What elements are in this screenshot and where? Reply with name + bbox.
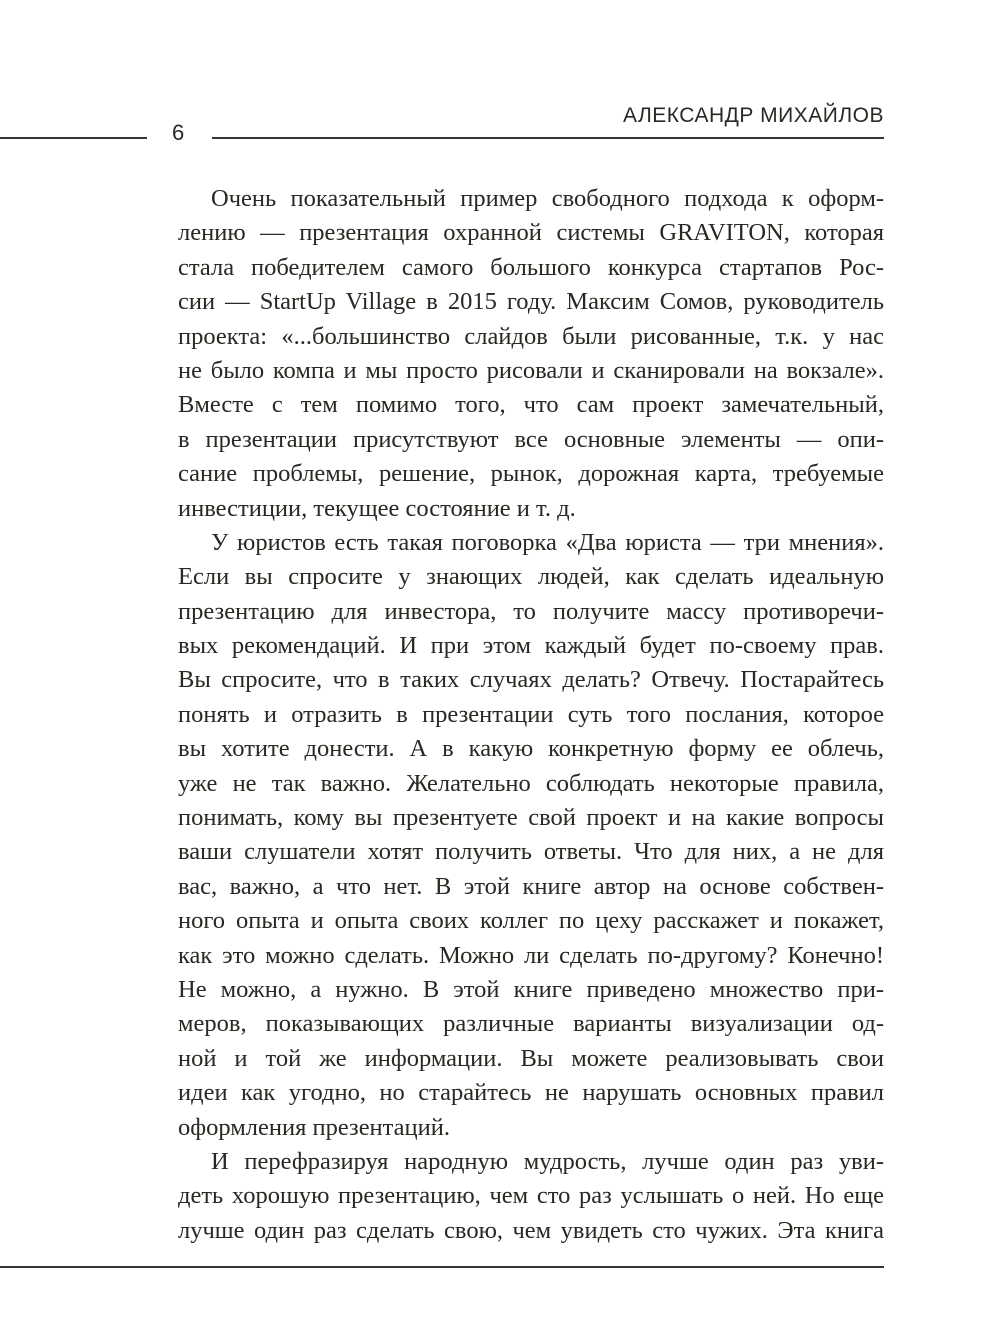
text-line: деть хорошую презентацию, чем сто раз услышать о ней. Но еще xyxy=(178,1182,884,1210)
text-line: Вы спросите, что в таких случаях делать? Отвечу. Постарайтесь xyxy=(178,666,884,694)
text-line: лучше один раз сделать свою, чем увидеть сто чужих. Эта книга xyxy=(178,1216,884,1244)
text-line: оформления презентаций. xyxy=(178,1113,451,1141)
text-line: инвестиции, текущее состояние и т. д. xyxy=(178,494,576,522)
page-number: 6 xyxy=(172,120,185,145)
running-header-author: АЛЕКСАНДР МИХАЙЛОВ xyxy=(622,104,884,127)
text-line: лению — презентация охранной системы GRAVITON, которая xyxy=(178,219,884,247)
body-text xyxy=(178,182,884,1248)
text-line: идеи как угодно, но старайтесь не нарушать основных правил xyxy=(178,1079,884,1107)
text-line: проекта: «...большинство слайдов были рисованные, т.к. у нас xyxy=(178,322,884,350)
text-line: сание проблемы, решение, рынок, дорожная карта, требуемые xyxy=(178,460,884,488)
text-line: У юристов есть такая поговорка «Два юриста — три мнения». xyxy=(211,528,884,556)
paragraph xyxy=(178,526,884,1145)
text-line: Не можно, а нужно. В этой книге приведено множество при- xyxy=(178,975,884,1003)
text-line: уже не так важно. Желательно соблюдать некоторые правила, xyxy=(178,769,884,797)
text-line: как это можно сделать. Можно ли сделать по-другому? Конечно! xyxy=(178,941,884,969)
text-line: вы хотите донести. А в какую конкретную форму ее облечь, xyxy=(178,735,884,763)
text-line: в презентации присутствуют все основные элементы — опи- xyxy=(178,425,884,453)
text-line: стала победителем самого большого конкурса стартапов Рос- xyxy=(178,253,884,281)
text-line: вас, важно, а что нет. В этой книге автор на основе собствен- xyxy=(178,872,884,900)
text-line: ной и той же информации. Вы можете реализовывать свои xyxy=(178,1044,884,1072)
text-line: презентацию для инвестора, то получите массу противоречи- xyxy=(178,597,884,625)
text-line: сии — StartUp Village в 2015 году. Максим Сомов, руководитель xyxy=(178,288,884,316)
paragraph xyxy=(178,182,884,526)
header-rule-right xyxy=(212,137,884,139)
text-line: не было компа и мы просто рисовали и сканировали на вокзале». xyxy=(178,356,884,384)
text-line: ного опыта и опыта своих коллег по цеху расскажет и покажет, xyxy=(178,907,884,935)
text-line: понимать, кому вы презентуете свой проект и на какие вопросы xyxy=(178,804,884,832)
header-rule-left xyxy=(0,137,147,139)
text-line: И перефразируя народную мудрость, лучше один раз уви- xyxy=(211,1147,884,1175)
text-line: Очень показательный пример свободного подхода к оформ- xyxy=(211,185,884,212)
text-line: меров, показывающих различные варианты визуализации од- xyxy=(178,1010,884,1038)
paragraph xyxy=(178,1145,884,1248)
text-line: ваши слушатели хотят получить ответы. Что для них, а не для xyxy=(178,838,884,866)
text-line: вых рекомендаций. И при этом каждый будет по-своему прав. xyxy=(178,632,884,660)
text-line: Вместе с тем помимо того, что сам проект замечательный, xyxy=(178,391,884,419)
text-line: понять и отразить в презентации суть того послания, которое xyxy=(178,700,884,728)
footer-rule xyxy=(0,1266,884,1268)
text-line: Если вы спросите у знающих людей, как сделать идеальную xyxy=(178,563,884,591)
